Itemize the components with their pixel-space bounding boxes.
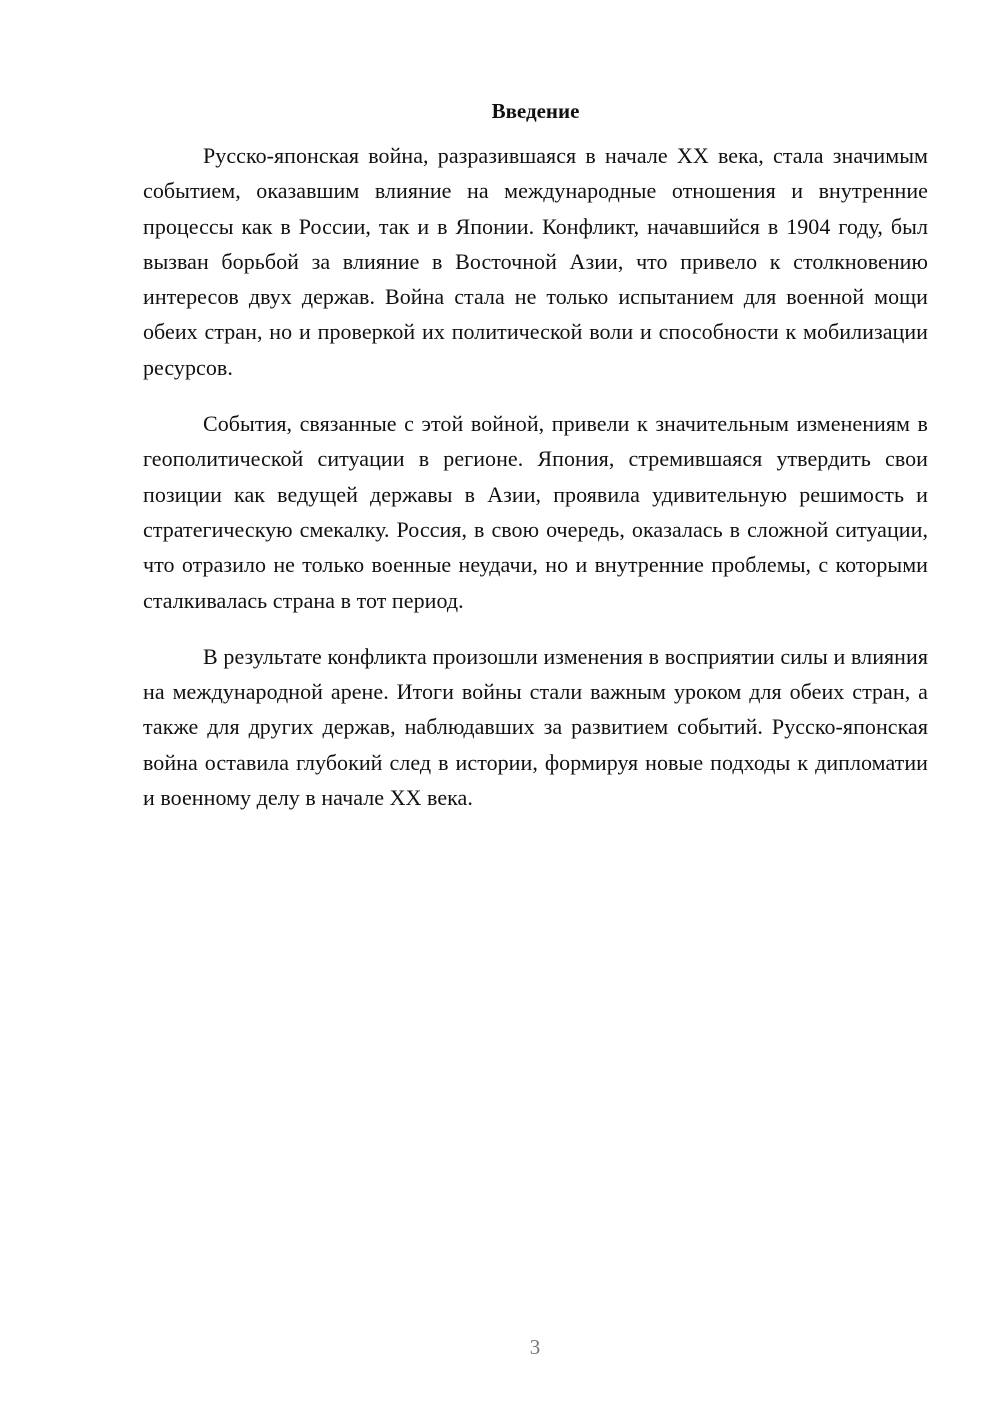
paragraph-1: Русско-японская война, разразившаяся в начале XX века, стала значимым событием, оказавшим влияние на международные отношения и внутренние процессы как в России, так и в Японии. Конфликт, начавшийся в 1904 году, был вызван борьбой за влияние в Восточной Азии, что привело к столкновению интересов двух держав. Война стала не только испытанием для военной мощи обеих стран, но и проверкой их политической воли и способности к мобилизации ресурсов. [143, 143, 928, 380]
page-content [143, 96, 928, 836]
paragraph-2: События, связанные с этой войной, привели к значительным изменениям в геополитической ситуации в регионе. Япония, стремившаяся утвердить свои позиции как ведущей державы в Азии, проявила удивительную решимость и стратегическую смекалку. Россия, в свою очередь, оказалась в сложной ситуации, что отразило не только военные неудачи, но и внутренние проблемы, с которыми сталкивалась страна в тот период. [143, 411, 928, 613]
page-number: 3 [529, 1335, 541, 1359]
paragraph-3: В результате конфликта произошли изменения в восприятии силы и влияния на международной арене. Итоги войны стали важным уроком для обеих стран, а также для других держав, наблюдавших за развитием событий. Русско-японская война оставила глубокий след в истории, формируя новые подходы к дипломатии и военному делу в начале XX века. [143, 643, 928, 811]
section-title: Введение [491, 99, 580, 123]
